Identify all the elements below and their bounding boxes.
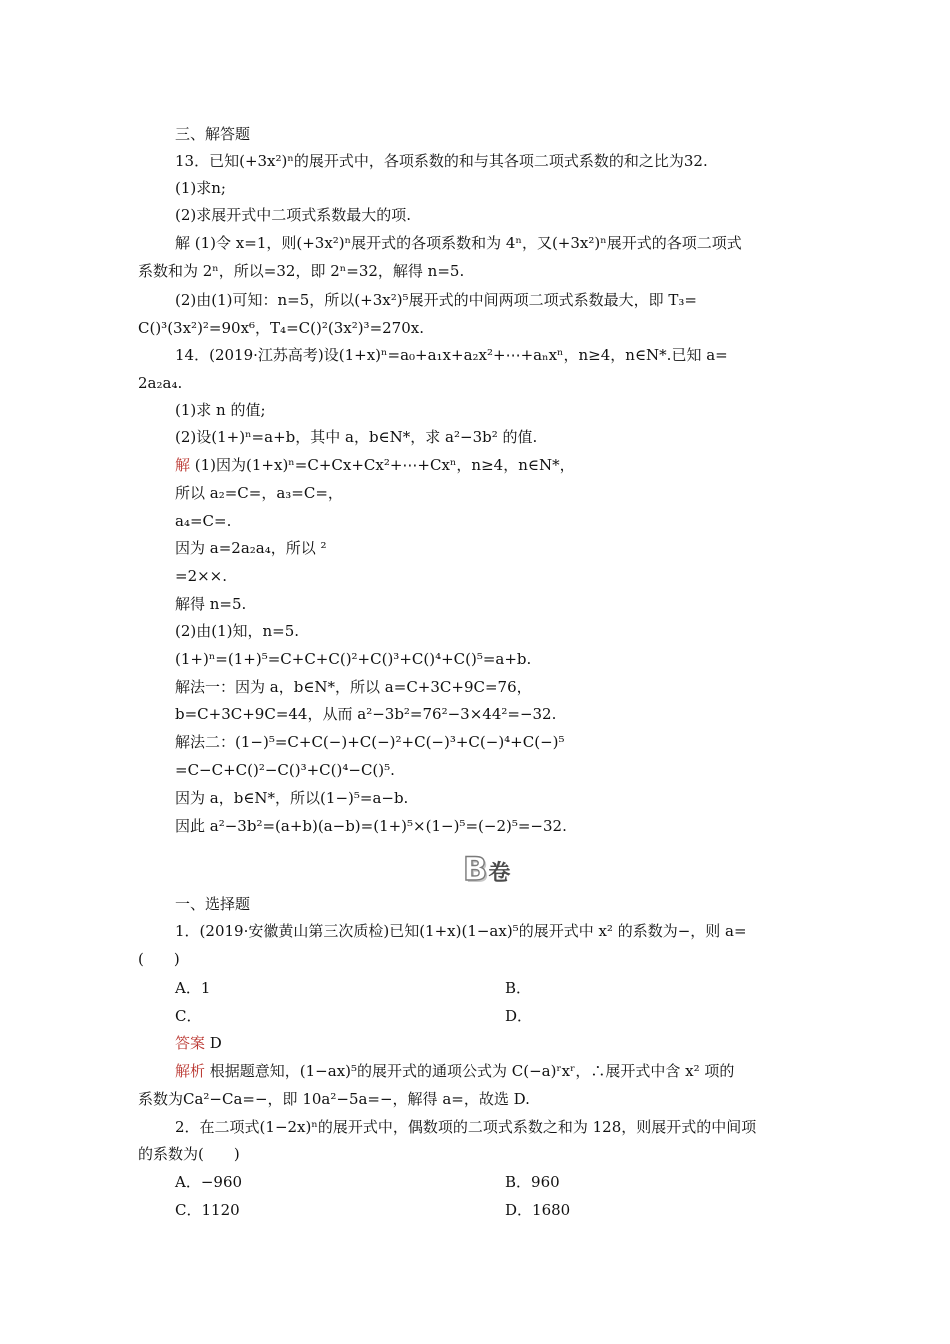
q1-option-d: D．	[505, 1007, 533, 1025]
q14-solution-line: =C−C+C()²−C()³+C()⁴−C()⁵.	[175, 761, 395, 779]
section-b-letter: B	[463, 850, 487, 888]
q13-solution-1b: 系数和为 2ⁿ，所以=32，即 2ⁿ=32，解得 n=5.	[138, 262, 465, 280]
q2-stem-1: 2．在二项式(1−2x)ⁿ的展开式中，偶数项的二项式系数之和为 128，则展开式的中间项	[175, 1118, 757, 1136]
q13-solution-2a: (2)由(1)可知：n=5，所以(+3x²)⁵展开式的中间两项二项式系数最大，即 T₃=	[175, 291, 697, 309]
q14-stem-1: 14．(2019·江苏高考)设(1+x)ⁿ=a₀+a₁x+a₂x²+⋯+aₙxⁿ，n≥4，n∈N*.已知 a=	[175, 346, 728, 364]
q14-solution-line: =2××.	[175, 567, 228, 585]
q14-part1: (1)求 n 的值;	[175, 401, 266, 419]
section-b-title	[463, 850, 510, 886]
analysis-label: 解析	[175, 1062, 206, 1080]
q14-solution-line: 所以 a₂=C=，a₃=C=，	[175, 484, 343, 502]
q2-stem-2: 的系数为( )	[138, 1145, 240, 1163]
answer-value: D	[205, 1034, 222, 1052]
q14-solution-line: 解得 n=5.	[175, 595, 247, 613]
q13-stem: 13．已知(+3x²)ⁿ的展开式中，各项系数的和与其各项二项式系数的和之比为32.	[175, 152, 708, 170]
q1-answer	[175, 1033, 222, 1053]
q14-solution-line: b=C+3C+9C=44，从而 a²−3b²=76²−3×44²=−32.	[175, 705, 557, 723]
q2-option-d: D．1680	[505, 1201, 571, 1219]
q13-part1: (1)求n;	[175, 179, 226, 197]
solution-label: 解	[175, 456, 191, 474]
solution-label: 解	[175, 234, 191, 252]
q14-solution-line: 因为 a，b∈N*，所以(1−)⁵=a−b.	[175, 789, 409, 807]
answer-label: 答案	[175, 1034, 206, 1052]
q13-solution-1a	[175, 233, 742, 253]
q13-part2: (2)求展开式中二项式系数最大的项.	[175, 206, 412, 224]
q1-stem-2: ( )	[138, 950, 180, 968]
q14-solution-line: 解法一：因为 a，b∈N*，所以 a=C+3C+9C=76，	[175, 678, 532, 696]
q1-option-a: A．1	[175, 979, 211, 997]
q14-solution-line: 解法二：(1−)⁵=C+C(−)+C(−)²+C(−)³+C(−)⁴+C(−)⁵	[175, 733, 565, 751]
q14-part2: (2)设(1+)ⁿ=a+b，其中 a，b∈N*，求 a²−3b² 的值.	[175, 428, 538, 446]
q2-option-a: A．−960	[175, 1173, 243, 1191]
q14-solution-line	[175, 455, 575, 475]
analysis-text: 根据题意知，(1−ax)⁵的展开式的通项公式为 C(−a)ʳxʳ，∴展开式中含 x² 项的	[205, 1062, 735, 1080]
q1-analysis-1	[175, 1061, 734, 1081]
q14-solution-line: a₄=C=.	[175, 512, 232, 530]
q14-solution-line: 因此 a²−3b²=(a+b)(a−b)=(1+)⁵×(1−)⁵=(−2)⁵=−32.	[175, 817, 567, 835]
q1-option-b: B．	[505, 979, 532, 997]
q14-stem-2: 2a₂a₄.	[138, 374, 183, 392]
q14-solution-line: (1+)ⁿ=(1+)⁵=C+C+C()²+C()³+C()⁴+C()⁵=a+b.	[175, 650, 532, 668]
q1-stem-1: 1．(2019·安徽黄山第三次质检)已知(1+x)(1−ax)⁵的展开式中 x² 的系数为−，则 a=	[175, 922, 747, 940]
solution-text: (1)因为(1+x)ⁿ=C+Cx+Cx²+⋯+Cxⁿ，n≥4，n∈N*，	[190, 456, 575, 474]
q1-analysis-2: 系数为Ca²−Ca=−，即 10a²−5a=−，解得 a=，故选 D.	[138, 1090, 530, 1108]
q14-solution-line: 因为 a=2a₂a₄，所以 ²	[175, 539, 327, 557]
q2-option-b: B．960	[505, 1173, 560, 1191]
q2-option-c: C．1120	[175, 1201, 240, 1219]
section-heading: 一、选择题	[175, 895, 251, 913]
solution-text: (1)令 x=1，则(+3x²)ⁿ展开式的各项系数和为 4ⁿ，又(+3x²)ⁿ展开式的各项二项式	[190, 234, 742, 252]
section-b-suffix: 卷	[488, 861, 511, 886]
q1-option-c: C．	[175, 1007, 202, 1025]
q14-solution-line: (2)由(1)知，n=5.	[175, 622, 300, 640]
q13-solution-2b: C()³(3x²)²=90x⁶，T₄=C()²(3x²)³=270x.	[138, 319, 424, 337]
section-heading: 三、解答题	[175, 125, 251, 143]
